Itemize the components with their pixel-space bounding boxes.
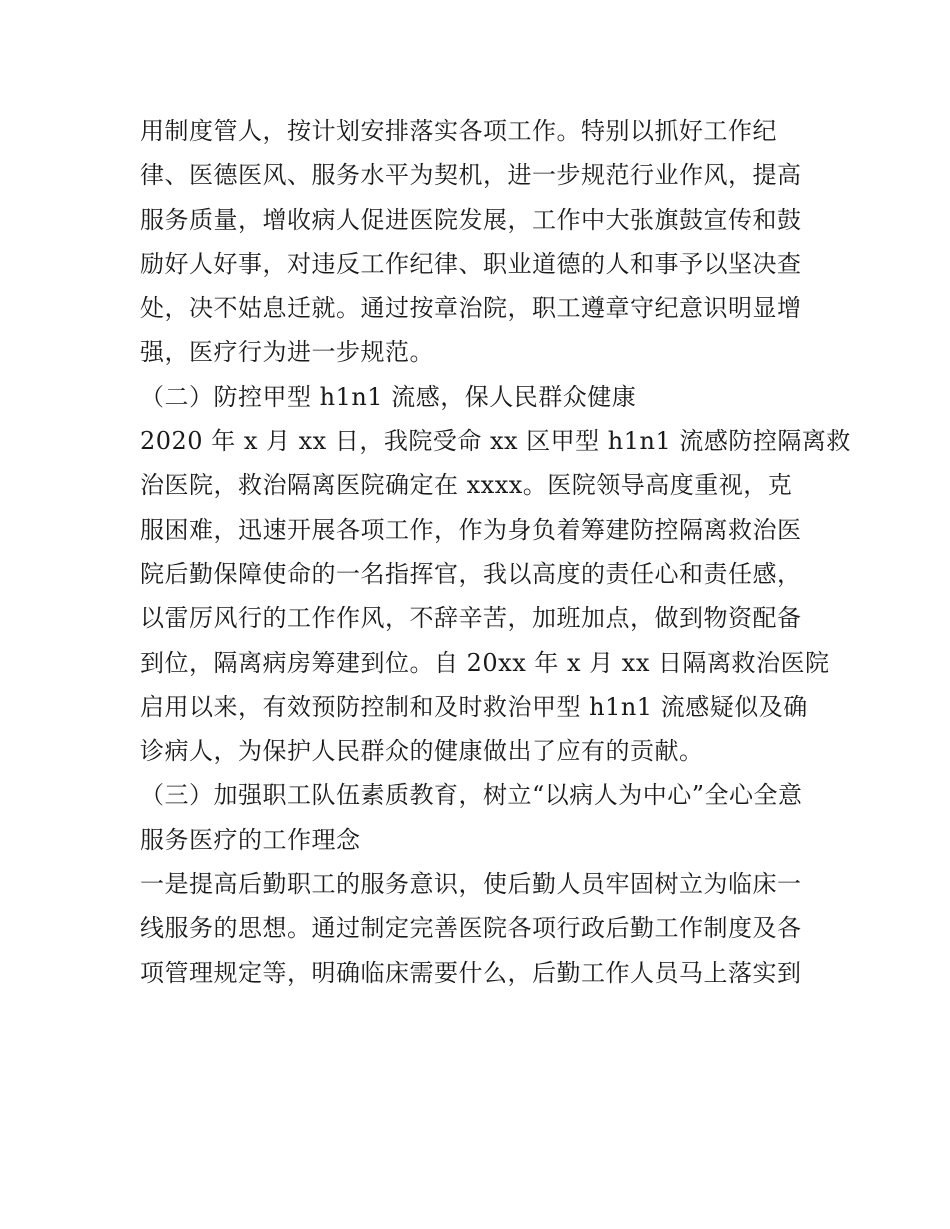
text-line: 院后勤保障使命的一名指挥官，我以高度的责任心和责任感， [140,559,802,588]
text-line: 用制度管人，按计划安排落实各项工作。特别以抓好工作纪 [140,117,777,145]
text-line: 处，决不姑息迁就。通过按章治院，职工遵章守纪意识明显增 [140,294,802,323]
text-line: 治医院，救治隔离医院确定在 xxxx。医院领导高度重视，克 [140,471,793,500]
text-line: 强，医疗行为进一步规范。 [140,338,434,367]
text-line: 线服务的思想。通过制定完善医院各项行政后勤工作制度及各 [140,914,802,943]
text-line: 服务质量，增收病人促进医院发展，工作中大张旗鼓宣传和鼓 [140,205,802,234]
section-heading-3-cont: 服务医疗的工作理念 [140,825,361,854]
section-heading-2: （二）防控甲型 h1n1 流感，保人民群众健康 [140,382,637,411]
text-line: 励好人好事，对违反工作纪律、职业道德的人和事予以坚决查 [140,249,802,278]
text-line: 律、医德医风、服务水平为契机，进一步规范行业作风，提高 [140,161,802,190]
body-text [140,109,851,995]
section-heading-3: （三）加强职工队伍素质教育，树立“以病人为中心”全心全意 [140,781,803,810]
text-line: 诊病人，为保护人民群众的健康做出了应有的贡献。 [140,737,704,766]
text-line: 项管理规定等，明确临床需要什么，后勤工作人员马上落实到 [140,958,802,987]
text-line: 一是提高后勤职工的服务意识，使后勤人员牢固树立为临床一 [140,870,802,899]
text-line: 到位，隔离病房筹建到位。自 20xx 年 x 月 xx 日隔离救治医院 [140,648,830,677]
text-line: 启用以来，有效预防控制和及时救治甲型 h1n1 流感疑似及确 [140,692,808,721]
text-line: 以雷厉风行的工作作风，不辞辛苦，加班加点，做到物资配备 [140,604,802,633]
text-line: 服困难，迅速开展各项工作，作为身负着筹建防控隔离救治医 [140,515,802,544]
text-line: 2020 年 x 月 xx 日，我院受命 xx 区甲型 h1n1 流感防控隔离救 [140,427,851,456]
